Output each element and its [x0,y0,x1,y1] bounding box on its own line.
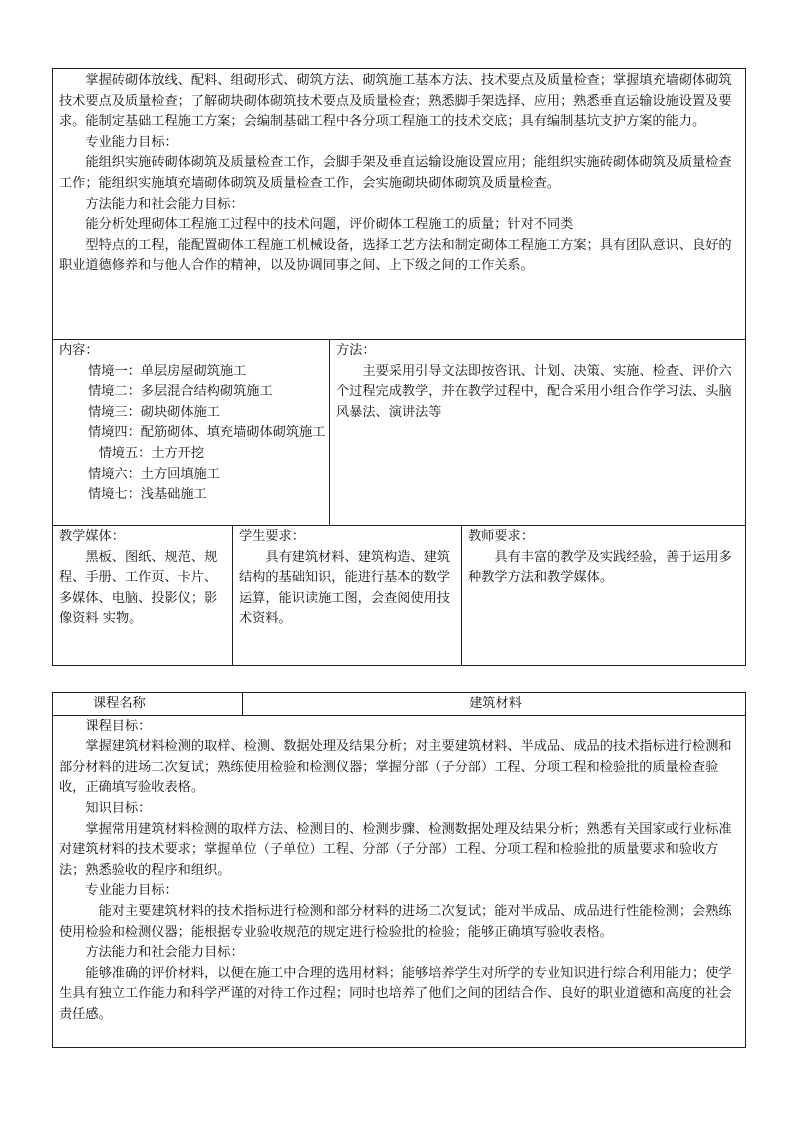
method-text: 主要采用引导文法即按咨讯、计划、决策、实施、检查、评价六个过程完成教学，并在教学过程中，配合采用小组合作学习法、头脑风暴法、演讲法等 [336,363,732,420]
objectives-heading: 专业能力目标： [85,883,178,899]
course-table-2 [52,692,746,1048]
course-objectives-cell [53,715,746,1047]
objectives-paragraph: 掌握建筑材料检测的取样、检测、数据处理及结果分析；对主要建筑材料、半成品、成品的技术指标进行检测和部分材料的进场二次复试；熟练使用检验和检测仪器；掌握分部（子分部）工程、分项工程和检验批的质量检查验收，正确填写验收表格。 [59,739,732,796]
context-item: 情境七：浅基础施工 [88,487,207,503]
objectives-paragraph: 能分析处理砌体工程施工过程中的技术问题，评价砌体工程施工的质量；针对不同类 [85,217,574,233]
requirements-row [53,526,746,666]
content-label: 内容： [59,343,99,358]
context-item: 情境三：砌块砌体施工 [88,404,220,420]
objectives-heading: 方法能力和社会能力目标： [85,945,244,961]
media-cell [53,526,233,666]
teacher-label: 教师要求： [468,529,534,544]
objectives-heading: 方法能力和社会能力目标： [85,196,244,212]
objectives-paragraph: 型特点的工程，能配置砌体工程施工机械设备，选择工艺方法和制定砌体工程施工方案；具有团队意识、良好的职业道德修养和与他人合作的精神，以及协调同事之间、上下级之间的工作关系。 [59,237,732,274]
method-label: 方法： [336,343,376,358]
objectives-heading: 专业能力目标： [85,134,178,150]
context-item: 情境四：配筋砌体、填充墙砌体砌筑施工 [88,425,326,441]
objectives-paragraph: 能够准确的评价材料，以便在施工中合理的选用材料；能够培养学生对所学的专业知识进行综合利用能力；使学生具有独立工作能力和科学严谨的对待工作过程；同时也培养了他们之间的团结合作、良好的职业道德和高度的社会责任感。 [59,965,732,1022]
course-name-row [53,693,746,716]
objectives-paragraph: 掌握常用建筑材料检测的取样方法、检测目的、检测步骤、检测数据处理及结果分析；熟悉有关国家或行业标准对建筑材料的技术要求；掌握单位（子单位）工程、分部（子分部）工程、分项工程和检验批的质量要求和验收方法；熟悉验收的程序和组织。 [59,821,732,878]
course-table-1 [52,68,746,666]
method-cell [330,340,746,526]
student-label: 学生要求： [239,529,305,544]
context-item: 情境五：土方开挖 [98,445,205,461]
context-item: 情境一：单层房屋砌筑施工 [88,363,247,379]
teacher-cell [462,526,746,666]
objectives-heading: 课程目标： [85,718,152,734]
content-method-row [53,340,746,526]
media-label: 教学媒体： [59,529,125,544]
objectives-paragraph: 能对主要建筑材料的技术指标进行检测和部分材料的进场二次复试；能对半成品、成品进行性能检测；会熟练使用检验和检测仪器；能根据专业验收规范的规定进行检验批的检验；能够正确填写验收表格。 [59,903,732,940]
context-item: 情境二：多层混合结构砌筑施工 [88,384,273,400]
content-cell [53,340,330,526]
context-item: 情境六：土方回填施工 [88,466,220,482]
student-text: 具有建筑材料、建筑构造、建筑结构的基础知识，能进行基本的数学运算，能识读施工图，会查阅使用技术资料。 [239,549,451,627]
course-objectives-row [53,715,746,1047]
objectives-row [53,69,746,340]
objectives-cell [53,69,746,340]
objectives-heading: 知识目标： [85,800,152,816]
course-name-value: 建筑材料 [243,693,746,716]
context-list [59,362,326,506]
objectives-paragraph: 能组织实施砖砌体砌筑及质量检查工作，会脚手架及垂直运输设施设置应用；能组织实施砖砌体砌筑及质量检查工作；能组织实施填充墙砌体砌筑及质量检查工作，会实施砌块砌体砌筑及质量检查。 [59,155,732,191]
student-cell [233,526,462,666]
teacher-text: 具有丰富的教学及实践经验，善于运用多种教学方法和教学媒体。 [468,549,732,586]
course-name-label: 课程名称 [53,693,243,716]
media-text: 黑板、图纸、规范、规程、手册、工作页、卡片、多媒体、电脑、投影仪；影像资料 实物。 [59,549,218,627]
objectives-paragraph: 掌握砖砌体放线、配料、组砌形式、砌筑方法、砌筑施工基本方法、技术要点及质量检查；掌握填充墙砌体砌筑技术要点及质量检查；了解砌块砌体砌筑技术要点及质量检查；熟悉脚手架选择、应用；熟悉垂直运输设施设置及要求。能制定基础工程施工方案；会编制基础工程中各分项工程施工的技术交底；具有编制基坑支护方案的能力。 [59,73,732,130]
